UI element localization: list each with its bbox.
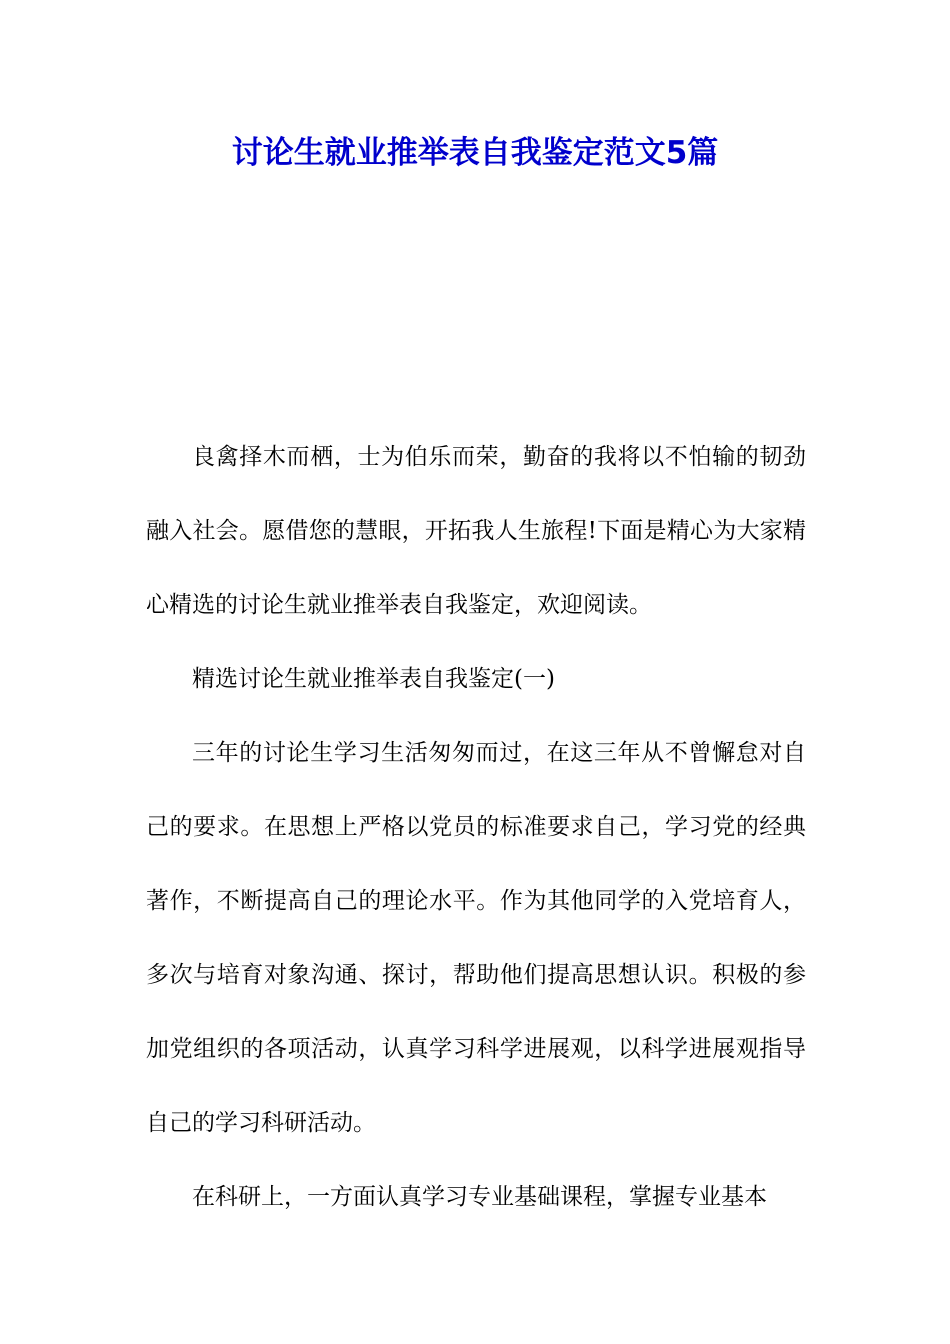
body-paragraph: 三年的讨论生学习生活匆匆而过，在这三年从不曾懈怠对自己的要求。在思想上严格以党员的标准要求自己，学习党的经典著作，不断提高自己的理论水平。作为其他同学的入党培育人，多次与培育对象沟通、探讨，帮助他们提高思想认识。积极的参加党组织的各项活动，认真学习科学进展观，以科学进展观指导自己的学习科研活动。: [146, 740, 806, 1136]
document-title: 讨论生就业推举表自我鉴定范文5篇: [231, 135, 719, 171]
body-paragraph: 在科研上，一方面认真学习专业基础课程，掌握专业基本: [192, 1184, 767, 1210]
intro-paragraph: 良禽择木而栖，士为伯乐而荣，勤奋的我将以不怕输的韧劲融入社会。愿借您的慧眼，开拓我人生旅程!下面是精心为大家精心精选的讨论生就业推举表自我鉴定，欢迎阅读。: [146, 444, 806, 618]
section-heading: 精选讨论生就业推举表自我鉴定(一): [192, 666, 555, 692]
document-body: [146, 420, 806, 1234]
